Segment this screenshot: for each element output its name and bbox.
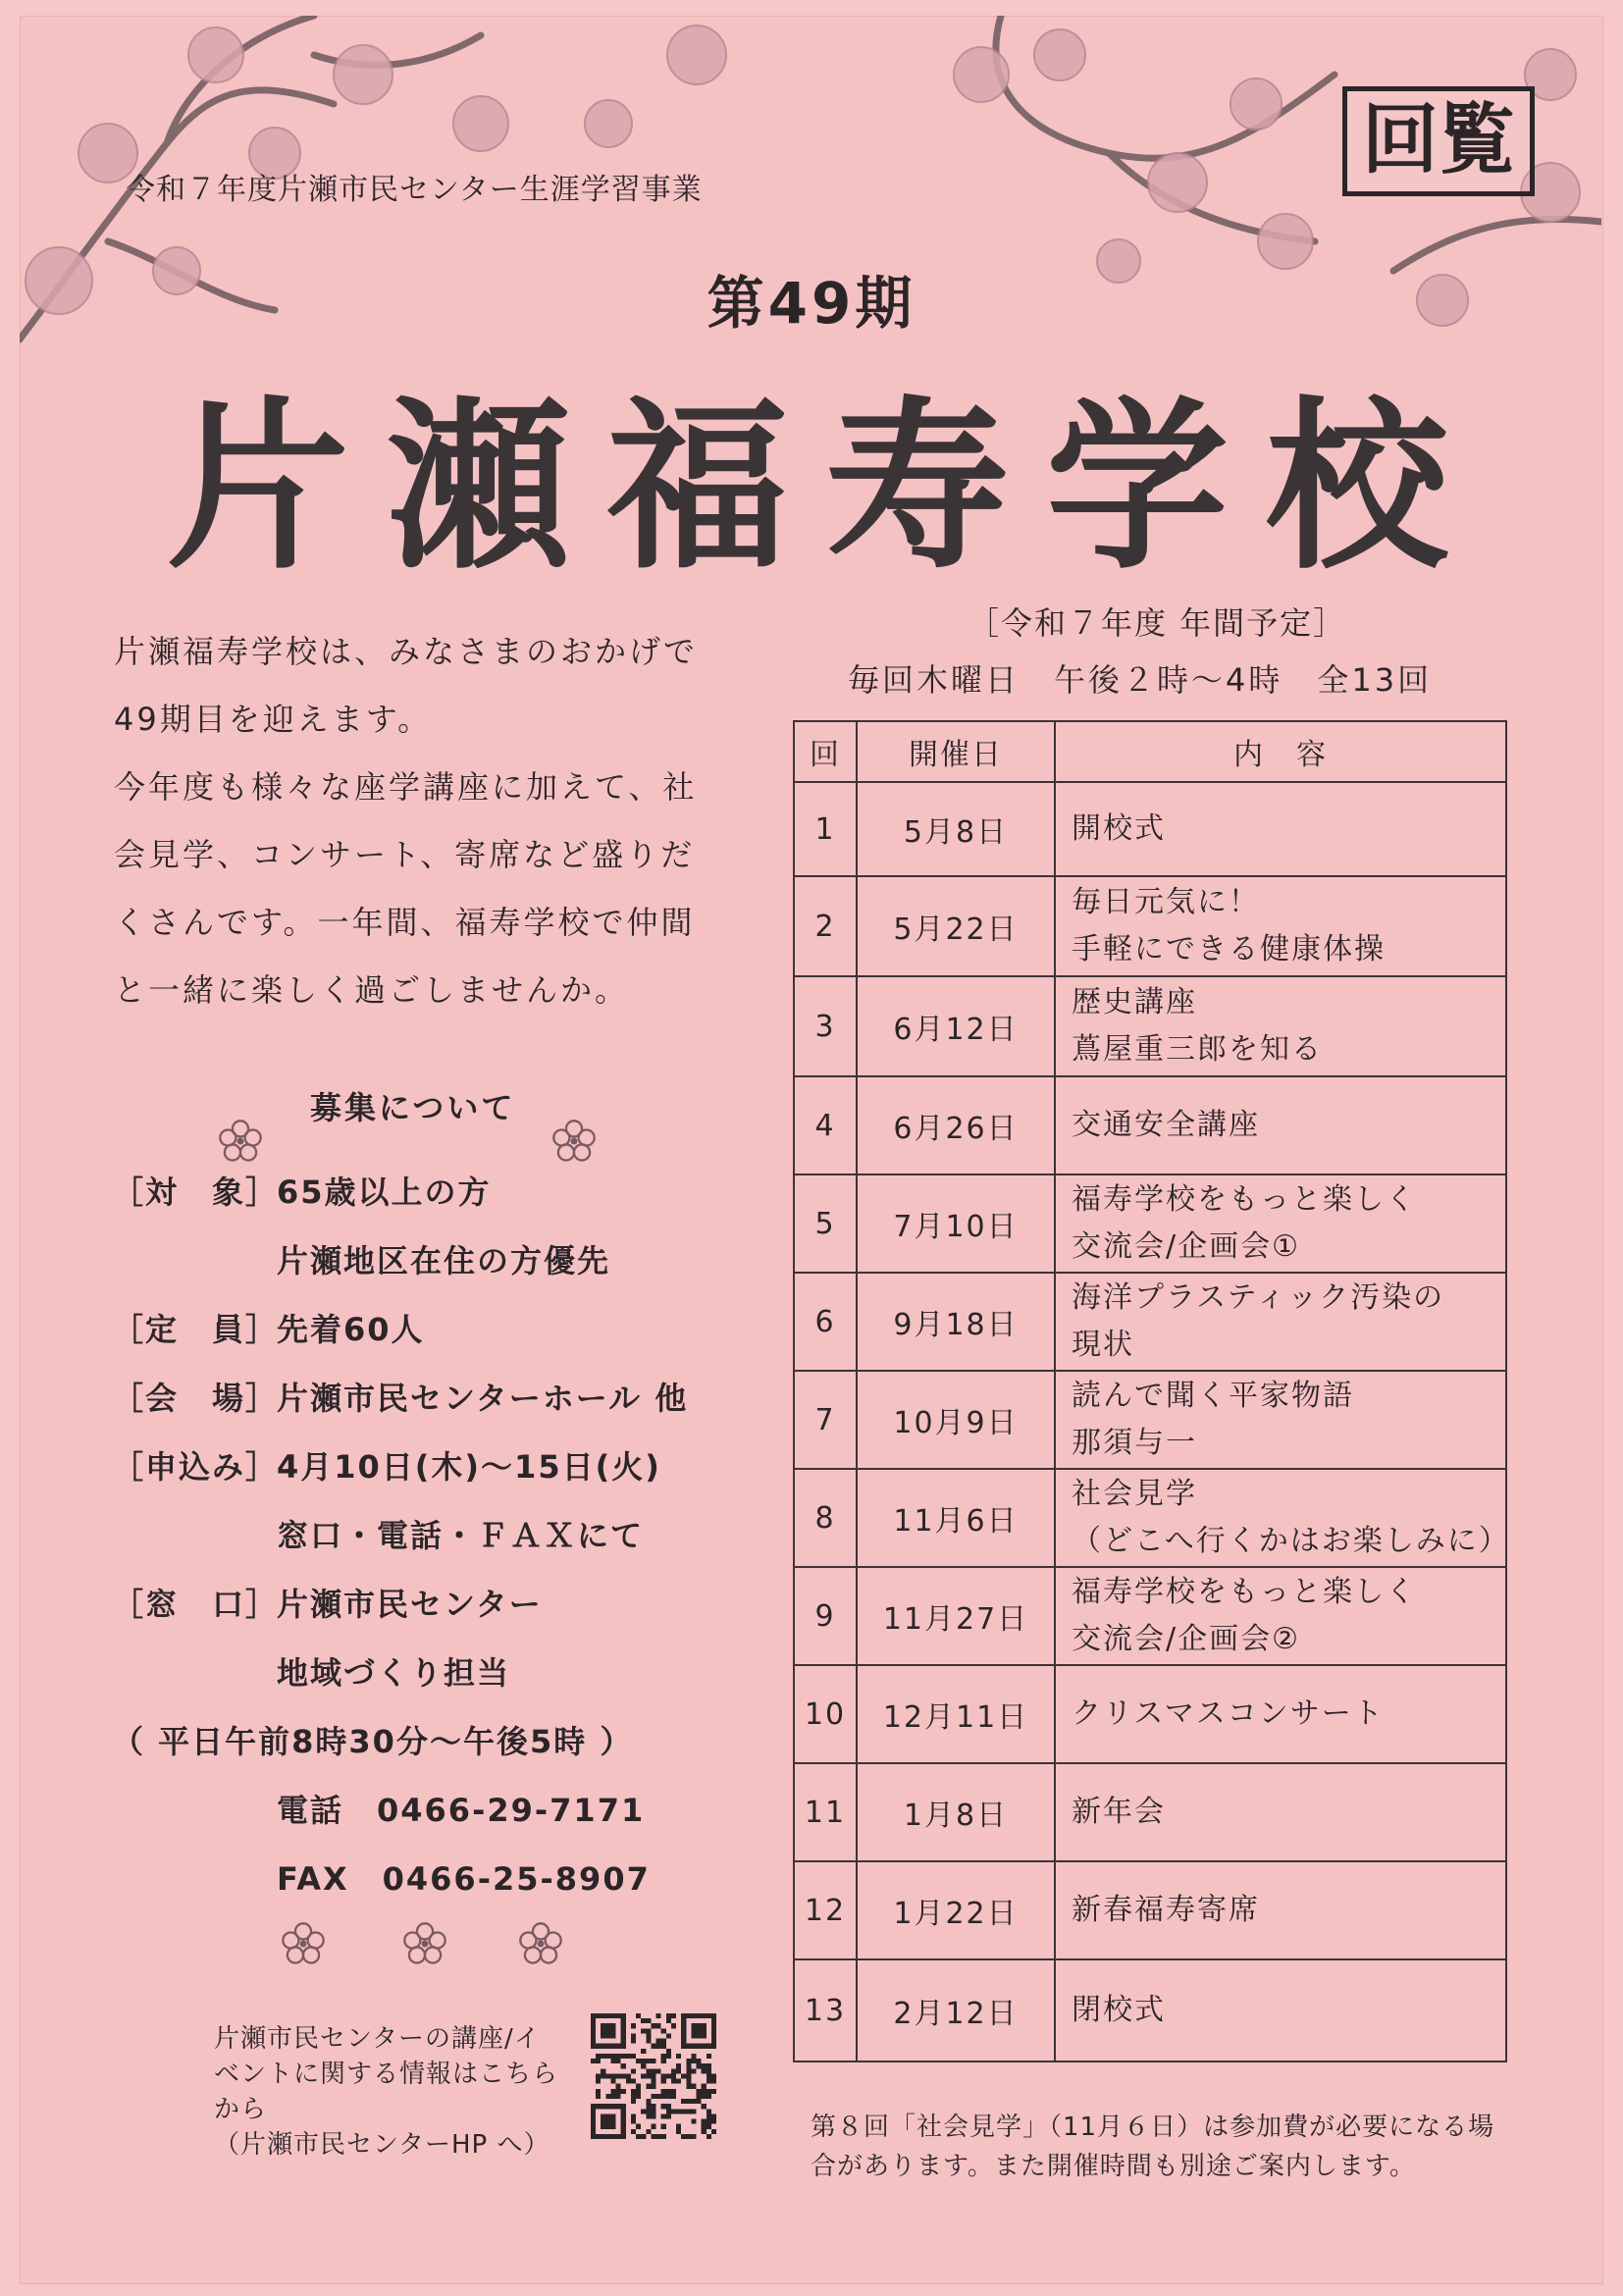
schedule-row [794, 1371, 1506, 1469]
info-row [112, 1717, 633, 1762]
intro-line: 今年度も様々な座学講座に加えて、社 [114, 768, 698, 806]
schedule-row [794, 1959, 1506, 2061]
note-line: 合があります。また開催時間も別途ご案内します。 [811, 2152, 1416, 2181]
schedule-note [811, 2108, 1527, 2186]
phone-number: 電話 0466-29-7171 [277, 1792, 646, 1829]
session-content [1055, 876, 1506, 976]
info-row [112, 1168, 492, 1213]
session-number: 11 [794, 1763, 857, 1861]
qr-caption-line: ベントに関する情報はこちら [214, 2060, 559, 2089]
info-value: 先着60人 [277, 1311, 425, 1348]
session-content-line: 交通安全講座 [1072, 1108, 1260, 1142]
session-number: 6 [794, 1273, 857, 1371]
session-content [1055, 1469, 1510, 1567]
session-date: 12月11日 [857, 1665, 1055, 1763]
session-content-line: 毎日元気に！ [1072, 885, 1260, 919]
note-line: 第８回「社会見学」（11月６日）は参加費が必要になる場 [811, 2113, 1495, 2142]
intro-line: 片瀬福寿学校は、みなさまのおかげで [114, 633, 699, 670]
qr-code-icon[interactable] [591, 2013, 716, 2139]
session-date: 6月26日 [857, 1076, 1055, 1174]
cherry-flower-icon [218, 1119, 263, 1164]
session-content-line: 那須与一 [1072, 1426, 1197, 1460]
session-content-line: 現状 [1072, 1328, 1134, 1362]
schedule-table [793, 720, 1510, 2062]
session-number: 4 [794, 1076, 857, 1174]
session-content [1055, 1371, 1506, 1469]
session-number: 2 [794, 876, 857, 976]
session-content-line: 読んで聞く平家物語 [1072, 1379, 1354, 1413]
cherry-flower-icon [551, 1119, 597, 1164]
session-number: 9 [794, 1567, 857, 1665]
intro-line: 49期目を迎えます。 [114, 701, 433, 738]
session-number: 1 [794, 782, 857, 876]
schedule-row [794, 782, 1506, 876]
qr-caption-line: 片瀬市民センターの講座/イ [214, 2024, 541, 2054]
schedule-row [794, 1076, 1506, 1174]
qr-caption-line: から [214, 2095, 268, 2124]
header-date: 開催日 [857, 721, 1055, 782]
info-label: ［対 象］ [112, 1174, 280, 1211]
intro-line: くさんです。一年間、福寿学校で仲間 [114, 904, 696, 941]
session-content [1055, 1959, 1506, 2061]
session-content [1055, 782, 1506, 876]
schedule-subtitle: 毎回木曜日 午後２時～4時 全13回 [848, 661, 1433, 699]
session-date: 2月12日 [857, 1959, 1055, 2061]
info-value: 4月10日(木)～15日(火) [277, 1448, 661, 1486]
circulation-stamp: 回覧 [1342, 86, 1535, 196]
session-content-line: 新春福寿寄席 [1072, 1893, 1260, 1927]
session-content [1055, 1174, 1506, 1273]
organizer-line: 令和７年度片瀬市民センター生涯学習事業 [126, 173, 703, 207]
session-content [1055, 1763, 1506, 1861]
session-date: 5月22日 [857, 876, 1055, 976]
session-content-line: 交流会/企画会② [1072, 1622, 1301, 1656]
info-label: ［窓 口］ [112, 1586, 280, 1623]
schedule-row [794, 1174, 1506, 1273]
intro-text [114, 618, 742, 1024]
session-date: 5月8日 [857, 782, 1055, 876]
schedule-row [794, 1861, 1506, 1959]
schedule-header-row [794, 721, 1506, 782]
session-number: 5 [794, 1174, 857, 1273]
office-hours: （ 平日午前8時30分～午後5時 ） [112, 1723, 634, 1760]
session-content-line: 手軽にできる健康体操 [1072, 932, 1386, 966]
info-row [112, 1648, 510, 1694]
session-content [1055, 1861, 1506, 1959]
info-label: ［会 場］ [112, 1380, 280, 1417]
info-row [112, 1236, 610, 1281]
session-date: 6月12日 [857, 976, 1055, 1076]
info-label: ［定 員］ [112, 1311, 280, 1348]
session-content [1055, 1567, 1506, 1665]
session-content-line: 開校式 [1072, 811, 1166, 846]
session-number: 8 [794, 1469, 857, 1567]
info-row [112, 1786, 645, 1831]
info-value: 片瀬市民センターホール 他 [277, 1380, 689, 1417]
session-content-line: 海洋プラスティック汚染の [1072, 1280, 1445, 1315]
session-date: 7月10日 [857, 1174, 1055, 1273]
intro-line: と一緒に楽しく過ごしませんか。 [114, 971, 630, 1009]
schedule-row [794, 1567, 1506, 1665]
session-date: 9月18日 [857, 1273, 1055, 1371]
schedule-row [794, 1763, 1506, 1861]
session-content [1055, 1076, 1506, 1174]
schedule-row [794, 1665, 1506, 1763]
header-no: 回 [794, 721, 857, 782]
session-number: 7 [794, 1371, 857, 1469]
info-row [112, 1305, 425, 1350]
info-value: 片瀬地区在住の方優先 [277, 1242, 611, 1279]
schedule-row [794, 876, 1506, 976]
page-title: 片瀬福寿学校 [166, 381, 1486, 594]
session-content-line: 新年会 [1072, 1795, 1166, 1829]
info-row [112, 1442, 661, 1487]
cherry-flower-icon [281, 1921, 326, 1966]
info-row [112, 1580, 543, 1625]
term-number: 第49期 [707, 270, 916, 337]
info-row [112, 1854, 651, 1900]
cherry-flower-icon [518, 1921, 563, 1966]
session-date: 11月27日 [857, 1567, 1055, 1665]
session-content [1055, 976, 1506, 1076]
session-date: 10月9日 [857, 1371, 1055, 1469]
session-number: 13 [794, 1959, 857, 2061]
session-content-line: 交流会/企画会① [1072, 1229, 1301, 1264]
qr-caption-line: （片瀬市民センターHP へ） [214, 2130, 550, 2160]
session-date: 1月8日 [857, 1763, 1055, 1861]
qr-caption [214, 2021, 587, 2163]
session-date: 11月6日 [857, 1469, 1055, 1567]
intro-line: 会見学、コンサート、寄席など盛りだ [114, 836, 696, 873]
header-content: 内 容 [1055, 721, 1506, 782]
info-value: 片瀬市民センター [277, 1586, 543, 1623]
schedule-row [794, 976, 1506, 1076]
session-content [1055, 1665, 1506, 1763]
schedule-row [794, 1273, 1506, 1371]
session-content-line: （どこへ行くかはお楽しみに） [1072, 1524, 1510, 1558]
recruitment-heading: 募集について [310, 1089, 516, 1126]
schedule-title: ［令和７年度 年間予定］ [968, 604, 1347, 642]
info-value: 地域づくり担当 [277, 1654, 511, 1692]
session-content-line: クリスマスコンサート [1072, 1696, 1385, 1731]
info-value: 65歳以上の方 [277, 1174, 492, 1211]
cherry-flower-icon [402, 1921, 447, 1966]
session-content-line: 蔦屋重三郎を知る [1072, 1032, 1323, 1067]
info-row [112, 1511, 644, 1556]
schedule-row [794, 1469, 1506, 1567]
info-row [112, 1374, 688, 1419]
session-content-line: 歴史講座 [1072, 985, 1197, 1019]
session-number: 10 [794, 1665, 857, 1763]
session-number: 3 [794, 976, 857, 1076]
session-number: 12 [794, 1861, 857, 1959]
session-content-line: 閉校式 [1072, 1993, 1166, 2027]
fax-number: FAX 0466-25-8907 [277, 1860, 651, 1898]
session-content-line: 福寿学校をもっと楽しく [1072, 1575, 1417, 1609]
session-date: 1月22日 [857, 1861, 1055, 1959]
session-content-line: 社会見学 [1072, 1477, 1197, 1511]
info-value: 窓口・電話・ＦＡＸにて [277, 1517, 645, 1554]
info-label: ［申込み］ [112, 1448, 280, 1486]
session-content [1055, 1273, 1506, 1371]
session-content-line: 福寿学校をもっと楽しく [1072, 1182, 1417, 1217]
